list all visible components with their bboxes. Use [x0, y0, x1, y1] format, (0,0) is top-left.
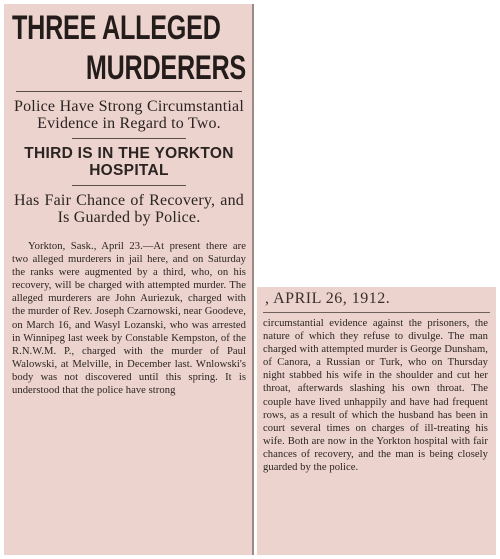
deck-2: Has Fair Chance of Recovery, and Is Guarded by Police.: [14, 192, 244, 226]
clipping-left-column: [4, 4, 254, 555]
article-body-left: Yorkton, Sask., April 23.—At present there are two alleged murderers in jail here, and on Saturday the ranks were augmented by a third, who, on his recovery, will be charged with attempted murder. The alleged murderers are John Auriezuk, charged with the murder of Rev. Joseph Czarnowski, near Goodeve, on March 16, and Wasyl Lozanski, who was arrested in Winnipeg last week by Constable Kempston, of the R.N.W.M. P., charged with the murder of Paul Walowski, at Melville, in December last. Wnlowski's body was not discovered until this spring. It is understood that the police have strong: [12, 241, 246, 397]
headline-line-2: MURDERERS: [85, 49, 246, 87]
subheadline: THIRD IS IN THE YORKTON HOSPITAL: [24, 145, 234, 179]
date-header-rule: [263, 312, 490, 313]
deck-rule-2: [72, 185, 186, 186]
deck-rule-1: [72, 138, 186, 139]
headline-line-1: THREE ALLEGED: [12, 9, 221, 47]
deck-1: Police Have Strong Circumstantial Evidence in Regard to Two.: [14, 98, 244, 132]
headline-rule: [16, 91, 242, 92]
date-header: , APRIL 26, 1912.: [265, 290, 391, 307]
clipping-right-column: [257, 287, 496, 555]
article-body-right: circumstantial evidence against the prisoners, the nature of which they refuse to divulge. The man charged with attempted murder is George Dunsham, of Canora, a Russian or Turk, who on Thursday night stabbed his wife in the shoulder and cut her throat, afterwards slashing his own throat. The couple have lived unhappily and have had frequent rows, as a result of which the husband has been in court several times on charges of ill-treating his wife. Both are now in the Yorkton hospital with fair chances of recovery, and the man is being closely guarded by the police.: [263, 318, 488, 474]
